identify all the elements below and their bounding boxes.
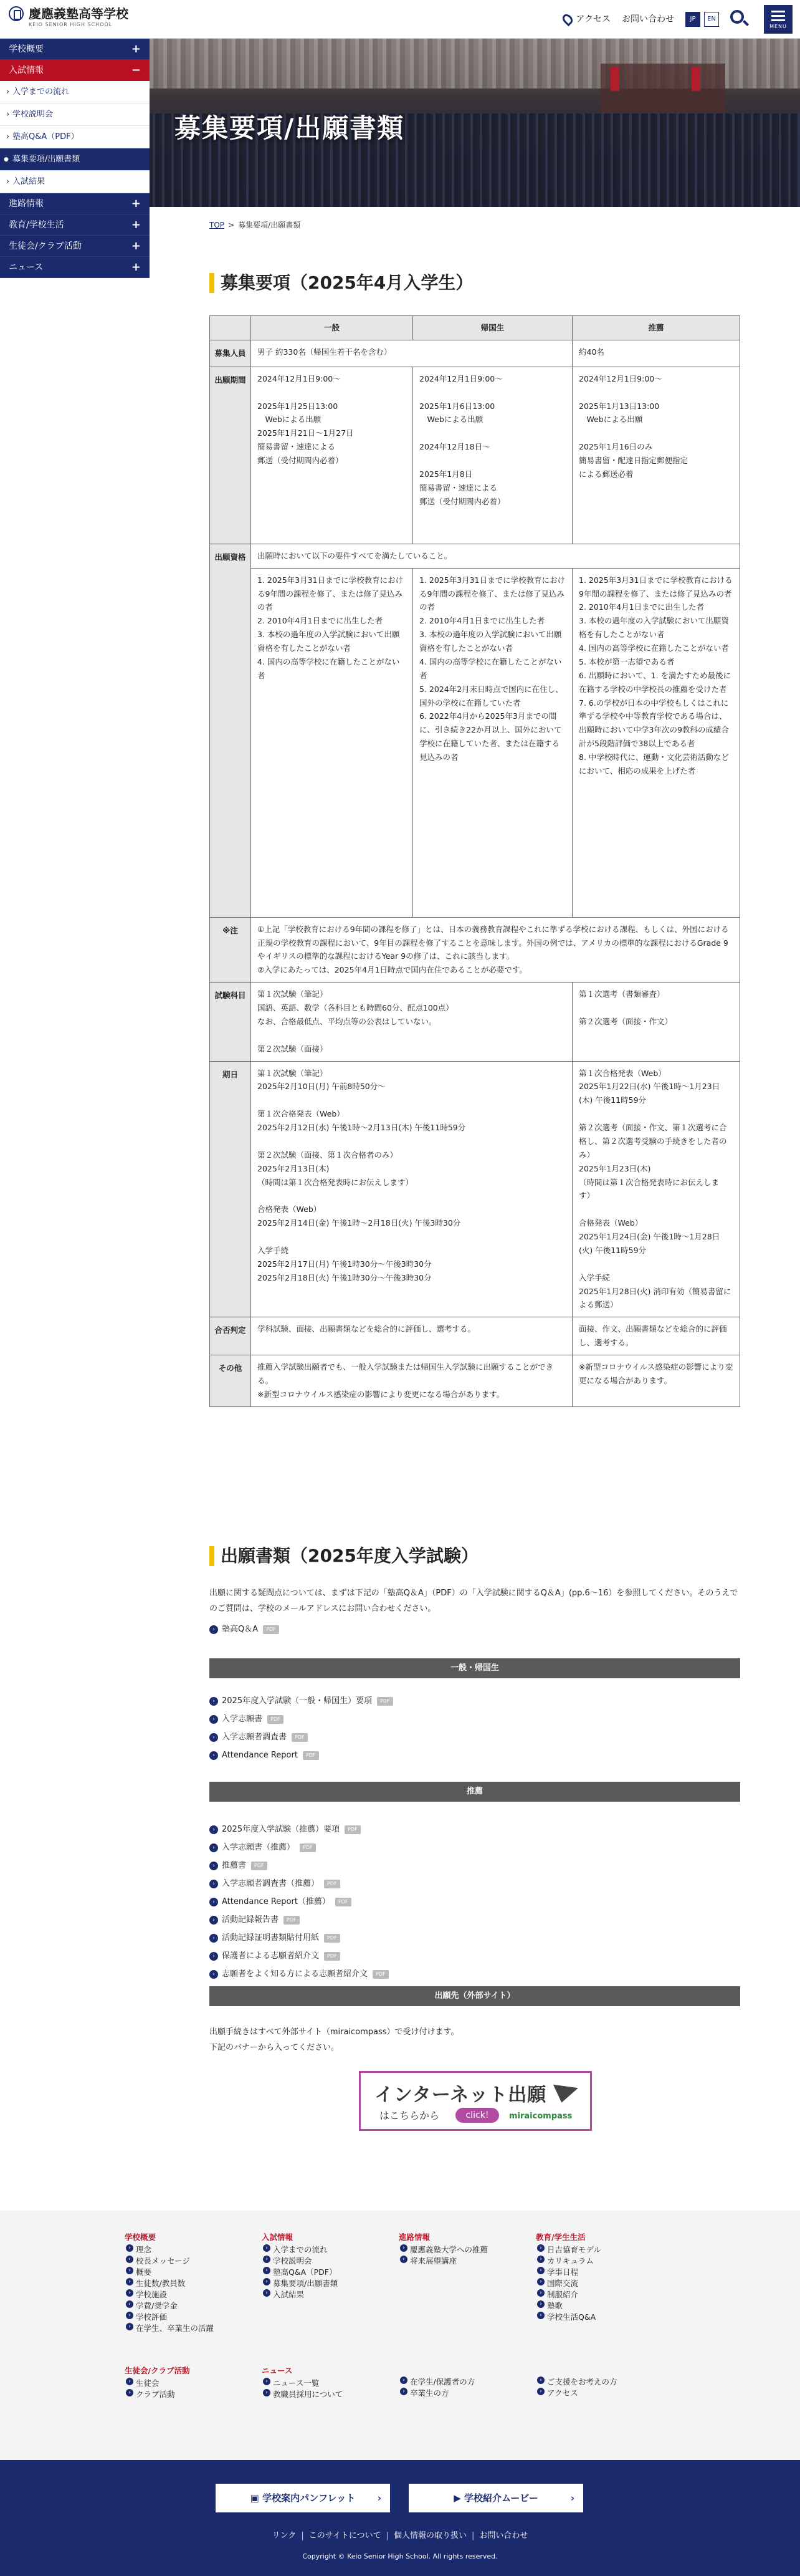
footer-link-links[interactable]: リンク	[272, 2531, 297, 2540]
section-heading-documents: 出願書類（2025年度入学試験）	[209, 1544, 479, 1569]
suisen-docs-list	[209, 1820, 389, 1983]
external-text: 出願手続きはすべて外部サイト（miraicompass）で受け付けます。 下記のバナーから入ってください。	[209, 2027, 459, 2052]
sidebar-sub-results[interactable]: › 入試結果	[0, 171, 150, 193]
list-item[interactable]: › 志願者をよく知る方による志願者紹介文 PDF	[209, 1965, 389, 1983]
footer-link-contact[interactable]: お問い合わせ	[479, 2531, 528, 2540]
footer-links: リンク | このサイトについて | 個人情報の取り扱い | お問い合わせ	[0, 2530, 800, 2543]
logo-text: 慶應義塾高等学校	[29, 6, 128, 21]
search-button[interactable]	[730, 10, 744, 28]
table-row-judgement: 合否判定 学科試験、面接、出願書類などを総合的に評価し、選考する。 面接、作文、出願書類などを総合的に評価し、選考する。	[210, 1317, 740, 1355]
arrow-circle-icon: ›	[209, 1970, 218, 1979]
arrow-circle-icon: ›	[209, 1934, 218, 1943]
footer-link[interactable]: › アクセス	[536, 2388, 617, 2399]
chevron-right-icon: ›	[377, 2492, 381, 2504]
footer-link[interactable]: › 塾高Q&A（PDF）	[262, 2267, 338, 2278]
arrow-circle-icon: ›	[209, 1751, 218, 1760]
footer-sitemap	[0, 2211, 800, 2460]
copyright: Copyright © Keio Senior High School. All rights reserved.	[302, 2552, 498, 2560]
table-row-dates: 期日 第１次試験（筆記） 2025年2月10日(月) 午前8時50分〜 第１次合格発表（Web） 2025年2月12日(水) 午後1時〜2月13日(木) 午後11時59分 第２次試験（面接、第１次合格者のみ） 2025年2月13日(木) （時間は第１次合格発表時にお伝えします） 合格発表（Web） 2025年2月14日(金) 午後1時〜2月18日(火) 午後3時30分 入学手続 2025年2月17日(月) 午後1時30分〜午後3時30分 2025年2月18日(火) 午後1時30分〜午後3時30分 第１次合格発表（Web） 2025年1月22日(水) 午後1時〜1月23日(木) 午後11時59分 第２次選考（面接・作文、第１次選考に合格し、第２次選考受験の手続きをした者のみ） 2025年1月23日(木) （時間は第１次合格発表時にお伝えします） 合格発表（Web） 2025年1月24日(金) 午後1時〜1月28日(火) 午後11時59分 入学手続 2025年1月28日(火) 消印有効（簡易書留による郵送）	[210, 1061, 740, 1317]
col-general: 一般	[251, 316, 413, 340]
breadcrumb-current: 募集要項/出願書類	[238, 221, 301, 229]
lang-en-button[interactable]: EN	[704, 12, 719, 27]
logo-subtitle: KEIO SENIOR HIGH SCHOOL	[29, 22, 113, 27]
general-docs-heading: 一般・帰国生	[209, 1658, 740, 1678]
footer-col-clubs: 生徒会/クラブ活動 › 生徒会 › クラブ活動	[125, 2365, 190, 2400]
footer-col-about: 学校概要 › 理念 › 校長メッセージ › 概要 › 生徒数/教員数 › 学校施設 › 学費/奨学金 › 学校評価 › 在学生、卒業生の活躍	[125, 2232, 214, 2334]
book-icon: ▣	[250, 2492, 263, 2504]
sidebar-item-education[interactable]: 教育/学校生活 +	[0, 214, 150, 236]
arrow-circle-icon: ›	[209, 1898, 218, 1906]
school-logo[interactable]	[9, 6, 128, 21]
list-item[interactable]: › 2025年度入学試験（推薦）要項 PDF	[209, 1820, 389, 1838]
footer-link[interactable]: › 入試結果	[262, 2289, 338, 2300]
sidebar-submenu-admissions	[0, 81, 150, 193]
footer-link[interactable]: › 日吉協育モデル	[536, 2244, 601, 2256]
plus-icon[interactable]: +	[131, 239, 141, 252]
footer-col-career: 進路情報 › 慶應義塾大学への推薦 › 将来展望講座	[399, 2232, 488, 2267]
sidebar-sub-flow[interactable]: › 入学までの流れ	[0, 81, 150, 103]
plus-icon[interactable]: +	[131, 42, 141, 55]
footer-col-admissions: 入試情報 › 入学までの流れ › 学校説明会 › 塾高Q&A（PDF） › 募集要項/出願書類 › 入試結果	[262, 2232, 338, 2300]
menu-button[interactable]: MENU	[764, 5, 793, 34]
footer-link-privacy[interactable]: 個人情報の取り扱い	[393, 2531, 467, 2540]
map-pin-icon	[561, 12, 575, 26]
arrow-circle-icon: ›	[209, 1916, 218, 1925]
footer-link[interactable]: › 入学までの流れ	[262, 2244, 338, 2256]
sidebar-sub-guidelines[interactable]: ● 募集要項/出願書類	[0, 148, 150, 171]
arrow-circle-icon: ›	[209, 1697, 218, 1706]
hero-image	[150, 39, 800, 207]
sidebar-sub-qa[interactable]: › 塾高Q&A（PDF）	[0, 126, 150, 148]
external-heading: 出願先（外部サイト）	[209, 1986, 740, 2006]
arrow-circle-icon: ›	[209, 1625, 218, 1634]
list-item[interactable]: › 入学志願者調査書（推薦） PDF	[209, 1875, 389, 1893]
hamburger-icon	[771, 11, 785, 12]
access-link[interactable]: アクセス	[563, 12, 611, 26]
footer-link[interactable]: › 生徒数/教員数	[125, 2278, 214, 2289]
arrow-circle-icon: ›	[209, 1715, 218, 1724]
qa-pdf-link[interactable]: › 塾高Q＆A PDF	[209, 1623, 279, 1636]
chevron-right-icon: ›	[570, 2492, 574, 2504]
footer-col-support	[536, 2377, 617, 2399]
breadcrumb: TOP > 募集要項/出願書類	[209, 221, 301, 229]
search-icon	[730, 10, 744, 24]
click-badge: click!	[455, 2108, 499, 2123]
footer-link[interactable]: › ニュース一覧	[262, 2378, 343, 2389]
breadcrumb-top-link[interactable]: TOP	[209, 221, 225, 229]
footer-link[interactable]: › 学校説明会	[262, 2256, 338, 2267]
table-row-period: 出願期間 2024年12月1日9:00〜 2025年1月25日13:00 Webによる出願 2025年1月21日〜1月27日 簡易書留・速達による 郵送（受付期間内必着） 2024年12月1日9:00〜 2025年1月6日13:00 Webによる出願 2024年12月18日〜 2025年1月8日 簡易書留・速達による 郵送（受付期間内必着） 2024年12月1日9:00〜 2025年1月13日13:00 Webによる出願 2025年1月16日のみ 簡易書留・配達日指定郵便指定 による郵送必着	[210, 367, 740, 544]
arrow-circle-icon: ›	[209, 1843, 218, 1852]
footer-link[interactable]: › 生徒会	[125, 2378, 190, 2389]
sidebar-item-career[interactable]: 進路情報 +	[0, 193, 150, 214]
footer-link[interactable]: › 学校生活Q&A	[536, 2312, 601, 2323]
footer-link[interactable]: › 卒業生の方	[399, 2388, 475, 2399]
table-row-capacity: 募集人員 男子 約330名（帰国生若干名を含む） 約40名	[210, 340, 740, 367]
arrow-circle-icon: ›	[209, 1733, 218, 1742]
footer-link[interactable]: › 理念	[125, 2244, 214, 2256]
arrow-circle-icon: ›	[209, 1825, 218, 1834]
footer-col-news: ニュース › ニュース一覧 › 教職員採用について	[262, 2365, 343, 2400]
sidebar-sub-briefing[interactable]: › 学校説明会	[0, 103, 150, 126]
list-item[interactable]: › 保護者による志願者紹介文 PDF	[209, 1947, 389, 1965]
suisen-docs-heading: 推薦	[209, 1782, 740, 1802]
table-row-other: その他 推薦入学試験出願者でも、一般入学試験または帰国生入学試験に出願することができる。 ※新型コロナウイルス感染症の影響により変更になる場合があります。 ※新型コロナウイルス感染症の影響により変更になる場合があります。	[210, 1355, 740, 1407]
page-title: 募集要項/出願書類	[174, 113, 405, 143]
list-item[interactable]: › Attendance Report PDF	[209, 1746, 393, 1764]
minus-icon[interactable]: −	[131, 64, 141, 77]
footer-col-education: 教育/学生生活 › 日吉協育モデル › カリキュラム › 学事日程 › 国際交流 › 制服紹介 › 塾歌 › 学校生活Q&A	[536, 2232, 601, 2323]
list-item[interactable]: › 活動記録報告書 PDF	[209, 1911, 389, 1929]
list-item[interactable]: › 推薦書 PDF	[209, 1857, 389, 1875]
footer-link[interactable]: › 募集要項/出願書類	[262, 2278, 338, 2289]
table-row-subjects: 試験科目 第１次試験（筆記） 国語、英語、数学（各科目とも時間60分、配点100点） なお、合格最低点、平均点等の公表はしていない。 第２次試験（面接） 第１次選考（書類審査） 第２次選考（面接・作文）	[210, 983, 740, 1061]
footer-link[interactable]: › 学事日程	[536, 2267, 601, 2278]
pdf-badge: PDF	[263, 1625, 279, 1634]
lang-jp-button[interactable]: JP	[685, 12, 700, 27]
internet-application-banner[interactable]: インターネット出願 はこちらから click! miraicompass	[359, 2071, 592, 2131]
footer-link[interactable]: › クラブ活動	[125, 2389, 190, 2400]
site-footer	[0, 2460, 800, 2576]
footer-link[interactable]: › 学校評価	[125, 2312, 214, 2323]
table-row-qualification-intro: 出願資格 出願時において以下の要件すべてを満たしていること。	[210, 544, 740, 568]
list-item[interactable]: › Attendance Report（推薦） PDF	[209, 1893, 389, 1911]
list-item[interactable]: › 入学志願書 PDF	[209, 1710, 393, 1728]
sidebar-item-admissions[interactable]: 入試情報 −	[0, 60, 150, 81]
list-item[interactable]: › 入学志願書（推薦） PDF	[209, 1838, 389, 1857]
table-row-qualification: 1. 2025年3月31日までに学校教育における9年間の課程を修了、または修了見込みの者 2. 2010年4月1日までに出生した者 3. 本校の過年度の入学試験において出願資格を有したことがない者 4. 国内の高等学校に在籍したことがない者 1. 2025年3月31日までに学校教育における9年間の課程を修了、または修了見込みの者 2. 2010年4月1日までに出生した者 3. 本校の過年度の入学試験において出願資格を有したことがない者 4. 国内の高等学校に在籍したことがない者 5. 2024年2月末日時点で国内に在住し、国外の学校に在籍していた者 6. 2022年4月から2025年3月までの間に、引き続き22か月以上、国外において学校に在籍していた者、または在籍する見込みの者 1. 2025年3月31日までに学校教育における9年間の課程を修了、または修了見込みの者 2. 2010年4月1日までに出生した者 3. 本校の過年度の入学試験において出願資格を有したことがない者 4. 国内の高等学校に在籍したことがない者 5. 本校が第一志望である者 6. 出願時において、1. を満たすため最後に在籍する学校の中学校長の推薦を受けた者 7. 6.の学校が日本の中学校もしくはこれに準ずる学校や中等教育学校である場合は、出願時において中学3年次の9教科の成績合計が5段階評価で38以上である者 8. 中学校時代に、運動・文化芸術活動などにおいて、相応の成果を上げた者	[210, 568, 740, 917]
footer-link[interactable]: › カリキュラム	[536, 2256, 601, 2267]
arrow-circle-icon: ›	[209, 1880, 218, 1888]
sidebar-nav	[0, 39, 150, 278]
movie-button[interactable]: ▶ 学校紹介ムービー ›	[409, 2484, 583, 2512]
list-item[interactable]: › 2025年度入学試験（一般・帰国生）要項 PDF	[209, 1692, 393, 1710]
footer-link[interactable]: › ご支援をお考えの方	[536, 2377, 617, 2388]
footer-link[interactable]: › 国際交流	[536, 2278, 601, 2289]
footer-col-visitors	[399, 2377, 475, 2399]
footer-link[interactable]: › 校長メッセージ	[125, 2256, 214, 2267]
header-nav	[563, 10, 744, 28]
footer-link[interactable]: › 将来展望講座	[399, 2256, 488, 2267]
sidebar-item-clubs[interactable]: 生徒会/クラブ活動 +	[0, 236, 150, 257]
arrow-circle-icon: ›	[209, 1952, 218, 1961]
footer-link-about-site[interactable]: このサイトについて	[308, 2531, 381, 2540]
plus-icon[interactable]: +	[131, 261, 141, 274]
footer-link[interactable]: › 学費/奨学金	[125, 2300, 214, 2312]
documents-intro: 出願に関する疑問点については、まずは下記の「塾高Q＆A」（PDF）の「入学試験に関するQ＆A」(pp.6〜16）を参照してください。そのうえでのご質問は、学校のメールアドレスにお問い合わせください。	[209, 1588, 738, 1613]
school-emblem-icon	[9, 6, 24, 21]
video-icon: ▶	[454, 2492, 465, 2504]
site-header	[0, 0, 800, 39]
miraicompass-logo: miraicompass	[509, 2112, 573, 2121]
col-kikoku: 帰国生	[413, 316, 573, 340]
section-heading-guidelines: 募集要項（2025年4月入学生）	[209, 271, 473, 296]
footer-link[interactable]: › 教職員採用について	[262, 2389, 343, 2400]
pamphlet-button[interactable]: ▣ 学校案内パンフレット ›	[216, 2484, 390, 2512]
contact-link[interactable]: お問い合わせ	[622, 14, 674, 24]
paper-plane-icon	[553, 2075, 581, 2102]
plus-icon[interactable]: +	[131, 218, 141, 231]
footer-link[interactable]: › 概要	[125, 2267, 214, 2278]
sidebar-item-about[interactable]: 学校概要 +	[0, 39, 150, 60]
col-suisen: 推薦	[573, 316, 740, 340]
footer-link[interactable]: › 塾歌	[536, 2300, 601, 2312]
sidebar-item-news[interactable]: ニュース +	[0, 257, 150, 278]
footer-link[interactable]: › 学校施設	[125, 2289, 214, 2300]
footer-link[interactable]: › 慶應義塾大学への推薦	[399, 2244, 488, 2256]
footer-link[interactable]: › 在学生/保護者の方	[399, 2377, 475, 2388]
footer-link[interactable]: › 在学生、卒業生の活躍	[125, 2323, 214, 2334]
guidelines-table	[209, 315, 740, 1407]
plus-icon[interactable]: +	[131, 197, 141, 210]
list-item[interactable]: › 入学志願者調査書 PDF	[209, 1728, 393, 1746]
table-row-note: ※注 ①上記「学校教育における9年間の課程を修了」とは、日本の義務教育課程やこれに準ずる学校における課程、もしくは、外国における正規の学校教育の課程において、9年目の課程を修了することを意味します。外国の例では、アメリカの標準的な課程におけるGrade 9やイギリスの標準的な課程におけるYear 9の修了は、これに該当します。 ②入学にあたっては、2025年4月1日時点で国内在住であることが必要です。	[210, 917, 740, 983]
general-docs-list	[209, 1692, 393, 1764]
list-item[interactable]: › 活動記録証明書類貼付用紙 PDF	[209, 1929, 389, 1947]
arrow-circle-icon: ›	[209, 1862, 218, 1870]
footer-link[interactable]: › 制服紹介	[536, 2289, 601, 2300]
